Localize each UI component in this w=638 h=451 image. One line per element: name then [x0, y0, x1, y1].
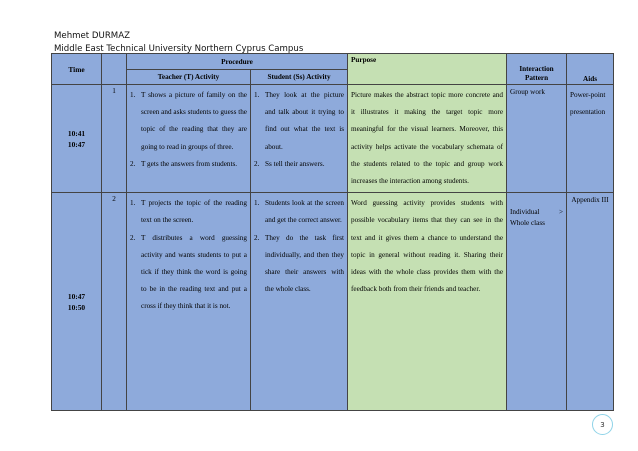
- row-time: 10:41 10:47: [52, 85, 102, 193]
- student-step: They do the task first individually, and then they share their answers with the whole class.: [265, 233, 345, 294]
- purpose-text: Picture makes the abstract topic more concrete and it illustrates it making the target topic more meaningful for the visual learners. Moreover, this activity helps activate the vocabulary schemata of the students related to the topic and group work increases the interaction among students.: [348, 85, 507, 193]
- row-time: 10:47 10:50: [52, 193, 102, 411]
- teacher-step: T gets the answers from students.: [141, 159, 238, 168]
- header-purpose: Purpose: [348, 54, 507, 85]
- table-row: [52, 85, 614, 193]
- student-step: They look at the picture and talk about it trying to find out what the text is about.: [265, 91, 345, 151]
- interaction-pattern: Individual > Whole class: [507, 193, 567, 411]
- student-activity: 1. They look at the picture and talk about it trying to find out what the text is about. 2. Ss tell their answers.: [251, 85, 348, 193]
- row-number: 1: [102, 85, 127, 193]
- teacher-step: T distributes a word guessing activity and wants students to put a tick if they think the word is going to be in the reading text and put a cross if they think that it is not.: [141, 233, 247, 311]
- purpose-text: Word guessing activity provides students with possible vocabulary items that they can see in the text and it gives them a chance to understand the topic in general without reading it. Sharing their ideas with the whole class provides them with the feedback both from their friends and teacher.: [348, 193, 507, 411]
- header-blank: [102, 54, 127, 85]
- header-teacher: Teacher (T) Activity: [127, 70, 251, 85]
- aids: Power-point presentation: [567, 85, 614, 193]
- header-procedure: Procedure: [127, 54, 348, 70]
- author-name: Mehmet DURMAZ: [54, 31, 130, 41]
- document-header: [54, 30, 303, 55]
- teacher-activity: 1. T shows a picture of family on the screen and asks students to guess the topic of the reading that they are going to read in groups of three. 2. T gets the answers from students.: [127, 85, 251, 193]
- header-aids: Aids: [567, 54, 614, 85]
- page-number: 3: [600, 420, 605, 429]
- page-number-badge: [592, 414, 613, 435]
- interaction-pattern: Group work: [507, 85, 567, 193]
- header-interaction: Interaction Pattern: [507, 54, 567, 85]
- teacher-step: T shows a picture of family on the screen and asks students to guess the topic of the reading that they are going to read in groups of three.: [141, 91, 247, 151]
- aids: Appendix III: [567, 193, 614, 411]
- student-activity: 1. Students look at the screen and get the correct answer. 2. They do the task first individually, and then they share their answers with the whole class.: [251, 193, 348, 411]
- lesson-plan-table: [51, 53, 614, 411]
- student-step: Students look at the screen and get the correct answer.: [265, 199, 345, 225]
- header-time: Time: [52, 54, 102, 85]
- row-number: 2: [102, 193, 127, 411]
- header-student: Student (Ss) Activity: [251, 70, 348, 85]
- teacher-step: T projects the topic of the reading text on the screen.: [141, 199, 247, 225]
- institution-name: Middle East Technical University Northern Cyprus Campus: [54, 43, 304, 54]
- table-row: [52, 193, 614, 411]
- teacher-activity: 1. T projects the topic of the reading text on the screen. 2. T distributes a word guessing activity and wants students to put a tick if they think the word is going to be in the reading text and put a cross if they think that it is not.: [127, 193, 251, 411]
- student-step: Ss tell their answers.: [265, 159, 325, 168]
